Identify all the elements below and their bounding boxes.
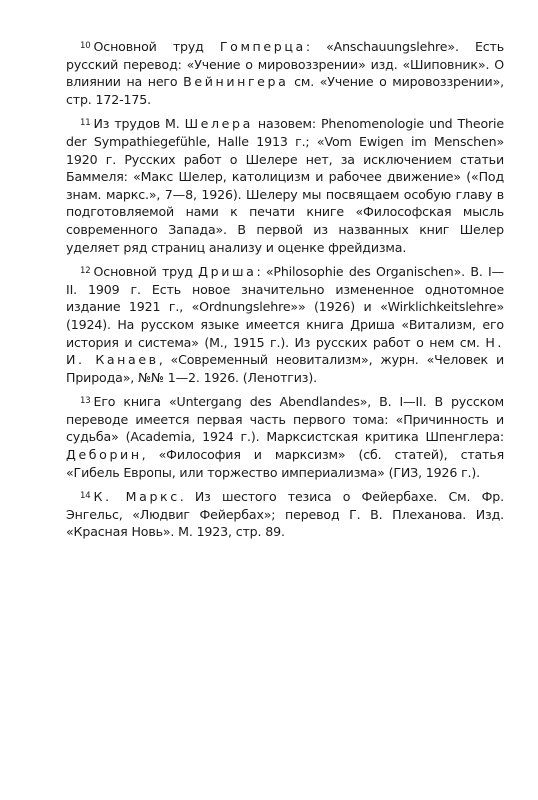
spaced-author-name: Вейнингера bbox=[183, 74, 289, 90]
footnote-text: см. «Учение о мировоззрении», стр. 172-175. bbox=[66, 74, 505, 107]
footnote-text: , «Философия и марксизм» (сб. статей), статья «Гибель Европы, или торжество империализма» (ГИЗ, 1926 г.). bbox=[66, 447, 504, 480]
footnote-text: Его книга «Untergang des Abendlandes», B. I—II. В русском переводе имеется первая часть первого тома: «Причинность и судьба» (Academia, 1924 г.). Марксистская критика Шпенглера: bbox=[66, 394, 504, 445]
footnote-text: Основной труд bbox=[93, 264, 199, 280]
footnote-number: 10 bbox=[80, 41, 91, 51]
footnote-text: Основной труд bbox=[93, 39, 220, 54]
footnote-text: : «Anschauungslehre». Есть русский перевод: «Учение о мировоззрении» изд. «Шиповник». О влиянии на него bbox=[66, 39, 505, 90]
footnote-text: : «Philosophie des Organischen». B. I—II. 1909 г. Есть новое значительно измененное однотомное издание 1921 г., «Ordnungslehre»» (1926) и «Wirklichkeitslehre» (1924). На русском языке имеется книга Дриша «Витализм, его история и система» (М., 1915 г.). Из русских работ о нем см. bbox=[66, 264, 504, 350]
footnote-10 bbox=[66, 38, 504, 108]
footnote-number: 12 bbox=[80, 266, 91, 277]
footnote-number: 13 bbox=[80, 396, 91, 407]
footnote-14 bbox=[66, 488, 504, 541]
spaced-author-name: Деборин bbox=[66, 447, 142, 463]
spaced-author-name: Гомперца bbox=[219, 39, 306, 54]
spaced-author-name: Дриша bbox=[198, 264, 257, 280]
footnote-11 bbox=[66, 115, 504, 256]
footnote-number: 11 bbox=[80, 118, 91, 129]
footnote-number: 14 bbox=[80, 491, 91, 502]
footnote-text: , «Современный неовитализм», журн. «Человек и Природа», №№ 1—2. 1926. (Ленотгиз). bbox=[66, 352, 505, 385]
spaced-author-name: Н. И. Канаев bbox=[66, 334, 504, 368]
footnote-text: назовем: Phenomenologie und Theorie der Sympathiegefühle, Halle 1913 г.; «Vom Ewigen im Menschen» 1920 г. Русских работ о Шелере нет, за исключением статьи Баммеля: «Макс Шелер, католицизм и рабочее движение» («Под знам. маркс.», 7—8, 1926). Шелеру мы посвящаем особую главу в подготовляемой нами к печати книге «Философская мысль современного Запада». В первой из названных книг Шелер уделяет ряд страниц анализу и оценке фрейдизма. bbox=[66, 116, 504, 255]
footnotes-page bbox=[66, 38, 504, 548]
footnote-text: Из трудов М. bbox=[93, 116, 185, 132]
spaced-author-name: К. Маркс bbox=[93, 489, 180, 505]
spaced-author-name: Шелера bbox=[184, 116, 253, 132]
footnote-text: . Из шестого тезиса о Фейербахе. См. Фр. Энгельс, «Людвиг Фейербах»; перевод Г. В. Плеханова. Изд. «Красная Новь». М. 1923, стр. 89. bbox=[66, 489, 504, 540]
footnote-12 bbox=[66, 263, 504, 386]
footnote-13 bbox=[66, 393, 504, 481]
